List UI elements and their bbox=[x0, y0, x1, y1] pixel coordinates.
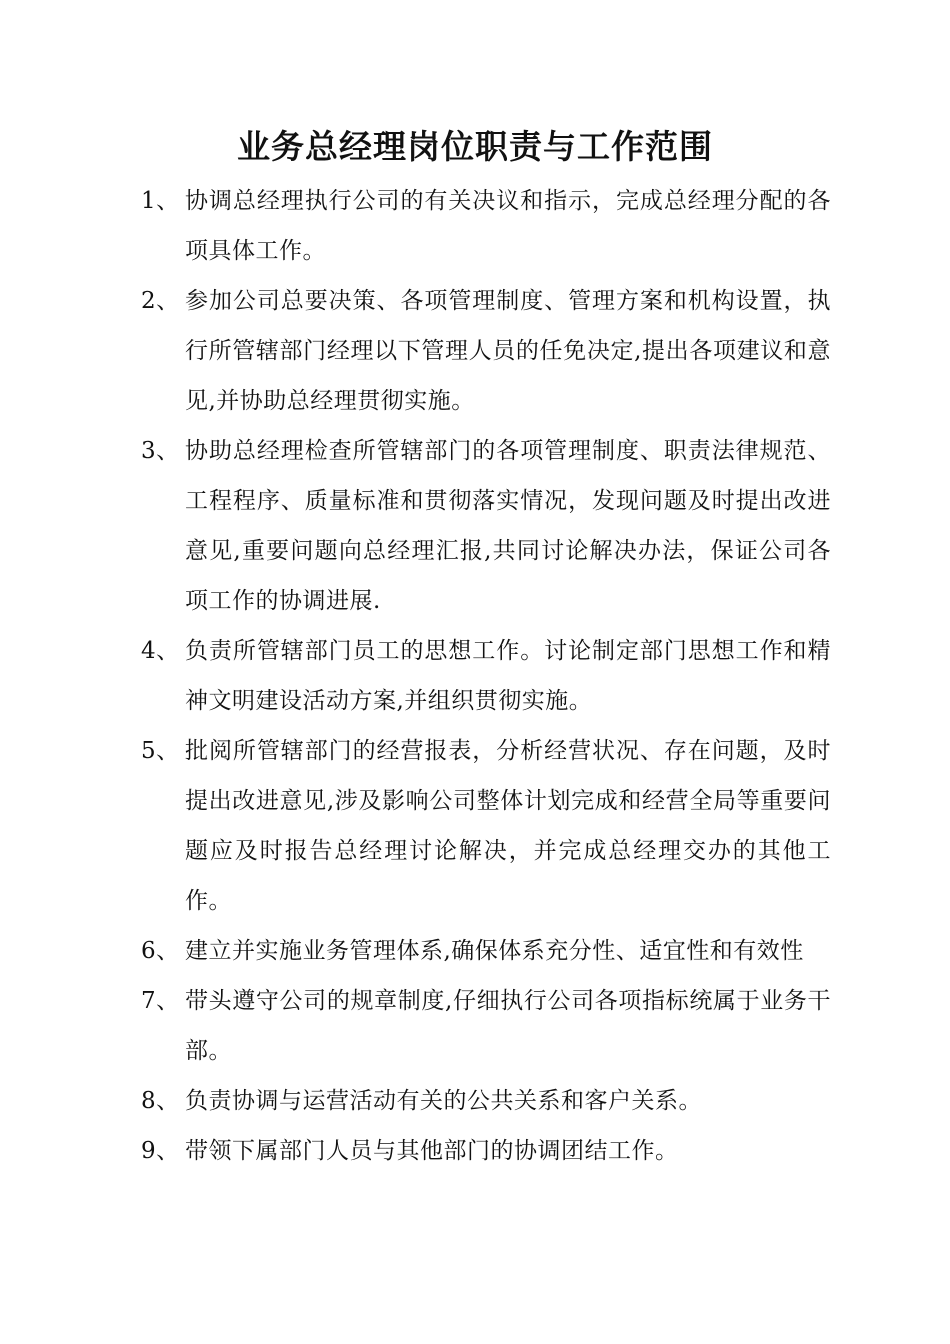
duty-list bbox=[141, 176, 831, 1176]
item-number: 2、 bbox=[141, 288, 180, 314]
list-item bbox=[141, 726, 831, 926]
item-text: 带领下属部门人员与其他部门的协调团结工作。 bbox=[185, 1138, 679, 1164]
list-item bbox=[141, 626, 831, 726]
item-text: 批阅所管辖部门的经营报表，分析经营状况、存在问题，及时提出改进意见,涉及影响公司整体计划完成和经营全局等重要问题应及时报告总经理讨论解决，并完成总经理交办的其他工作。 bbox=[185, 738, 831, 914]
item-number: 3、 bbox=[141, 438, 180, 464]
list-item bbox=[141, 1076, 831, 1126]
item-text: 参加公司总要决策、各项管理制度、管理方案和机构设置，执行所管辖部门经理以下管理人员的任免决定,提出各项建议和意见,并协助总经理贯彻实施。 bbox=[185, 288, 831, 414]
item-text: 负责协调与运营活动有关的公共关系和客户关系。 bbox=[185, 1088, 702, 1114]
item-number: 1、 bbox=[141, 188, 180, 214]
item-text: 建立并实施业务管理体系,确保体系充分性、适宜性和有效性 bbox=[185, 938, 804, 964]
list-item bbox=[141, 276, 831, 426]
list-item bbox=[141, 1126, 831, 1176]
list-item bbox=[141, 176, 831, 276]
item-text: 负责所管辖部门员工的思想工作。讨论制定部门思想工作和精神文明建设活动方案,并组织贯彻实施。 bbox=[185, 638, 831, 714]
item-number: 6、 bbox=[141, 938, 180, 964]
item-text: 协调总经理执行公司的有关决议和指示，完成总经理分配的各项具体工作。 bbox=[185, 188, 831, 264]
item-number: 8、 bbox=[141, 1088, 180, 1114]
item-number: 4、 bbox=[141, 638, 180, 664]
list-item bbox=[141, 976, 831, 1076]
item-number: 5、 bbox=[141, 738, 180, 764]
document-title: 业务总经理岗位职责与工作范围 bbox=[237, 127, 713, 166]
item-text: 带头遵守公司的规章制度,仔细执行公司各项指标统属于业务干部。 bbox=[185, 988, 831, 1064]
item-number: 7、 bbox=[141, 988, 180, 1014]
list-item bbox=[141, 426, 831, 626]
item-number: 9、 bbox=[141, 1138, 180, 1164]
list-item bbox=[141, 926, 831, 976]
item-text: 协助总经理检查所管辖部门的各项管理制度、职责法律规范、工程程序、质量标准和贯彻落实情况，发现问题及时提出改进意见,重要问题向总经理汇报,共同讨论解决办法，保证公司各项工作的协调进展. bbox=[185, 438, 831, 614]
